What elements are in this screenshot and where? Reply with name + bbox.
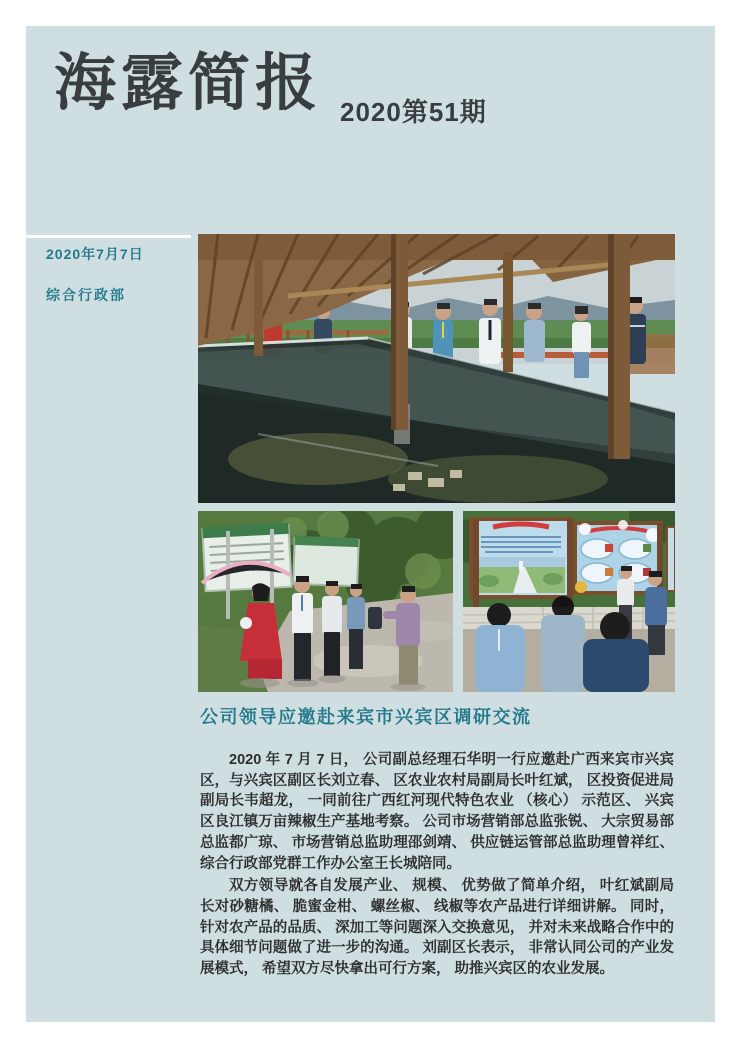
sidebar-divider: [26, 235, 191, 238]
photo-roadside-discussion: [198, 511, 453, 692]
issue-number: 2020第51期: [340, 97, 487, 127]
newsletter-title: 海露简报: [54, 49, 323, 118]
photo-pavilion-site-visit: [198, 234, 675, 503]
photo-billboard-viewing: [463, 511, 675, 692]
issue-date: 2020年7月7日: [46, 246, 144, 262]
info-board-left: [471, 519, 571, 597]
pavilion-photo-illustration: [198, 234, 675, 503]
article-body: [200, 750, 674, 982]
article-paragraph: 双方领导就各自发展产业、 规模、 优势做了简单介绍， 叶红斌副局长对砂糖橘、 脆蜜金柑、 螺丝椒、 线椒等农产品进行详细讲解。 同时， 针对农产品的品质、 深加工等问题深入交换意见， 并对未来战略合作中的具体细节问题做了进一步的沟通。 刘副区长表示， 非常认同公司的产业发展模式， 希望双方尽快拿出可行方案， 助推兴宾区的农业发展。: [200, 878, 674, 978]
issuing-department: 综合行政部: [46, 287, 126, 303]
roadside-photo-illustration: [198, 511, 453, 692]
newsletter-sheet: [26, 26, 715, 1022]
billboard-photo-illustration: [463, 511, 675, 692]
article-paragraph: 2020 年 7 月 7 日， 公司副总经理石华明一行应邀赴广西来宾市兴宾区，与兴宾区副区长刘立春、 区农业农村局副局长叶红斌， 区投资促进局副局长韦超龙， 一同前往广西红河现代特色农业 （核心） 示范区、 兴宾区良江镇万亩辣椒生产基地考察。 公司市场营销部总监张锐、 大宗贸易部总监都广琼、 市场营销总监助理邵剑靖、 供应链运管部总监助理曾祥红、 综合行政部党群工作办公室王长城陪同。: [200, 752, 674, 872]
article-headline: 公司领导应邀赴来宾市兴宾区调研交流: [200, 707, 532, 727]
